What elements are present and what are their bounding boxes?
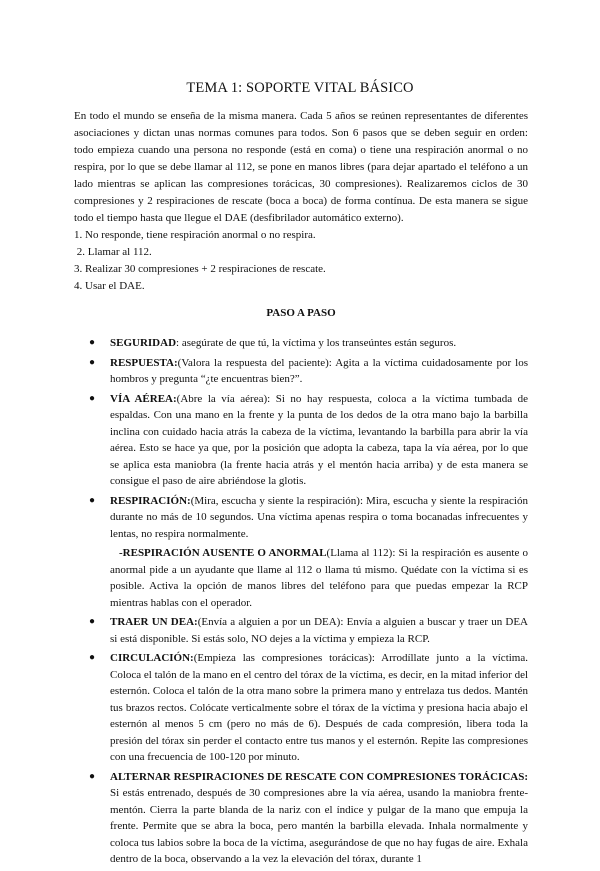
bullet-icon: ●	[89, 616, 96, 627]
list-item-respiracion	[74, 493, 528, 543]
item-label: RESPIRACIÓN:	[110, 494, 191, 507]
document-title: TEMA 1: SOPORTE VITAL BÁSICO	[186, 80, 414, 96]
item-text: (Envía a alguien a por un DEA): Envía a alguien a buscar y traer un DEA si está disponible. Si estás solo, NO dejes a la víctima y empieza la RCP.	[110, 616, 529, 645]
list-item-via-aerea	[74, 391, 528, 490]
sub-item-respiracion-ausente	[110, 545, 528, 611]
item-label: RESPUESTA:	[110, 356, 178, 369]
item-label: SEGURIDAD	[110, 337, 177, 349]
bullet-icon: ●	[89, 356, 96, 368]
item-text: : asegúrate de que tú, la víctima y los transeúntes están seguros.	[176, 337, 457, 349]
list-item-respuesta	[74, 355, 528, 388]
step-item: 3. Realizar 30 compresiones + 2 respiraciones de rescate.	[74, 263, 326, 275]
bullet-icon: ●	[89, 494, 96, 506]
step-by-step-list-continued	[74, 614, 528, 868]
item-label: CIRCULACIÓN:	[110, 652, 194, 664]
step-item: 1. No responde, tiene respiración anormal o no respira.	[74, 229, 316, 241]
item-text: (Empieza las compresiones torácicas): Arrodíllate junto a la víctima. Coloca el talón de la mano en el centro del tórax de la víctima, es decir, en la mitad inferior del esternón. Coloca el talón de la otra mano sobre la primera mano y entrelaza tus dedos. Mantén tus brazos rectos. Colócate verticalmente sobre el tórax de la víctima y presiona hacia abajo el esternón al menos 5 cm (pero no más de 6). Después de cada compresión, libera toda la presión del tórax sin perder el contacto entre tus manos y el esternón. Repite las compresiones con una frecuencia de 100-120 por minuto.	[110, 652, 529, 763]
sub-item-text: (Llama al 112): Si la respiración es ausente o anormal pide a un ayudante que llame al 112 o llama tú mismo. Quédate con la víctima si es posible. Activa la opción de manos libres del teléfono para que puedas empezar la RCP mientras hablas con el operador.	[110, 547, 528, 609]
item-label: TRAER UN DEA:	[110, 616, 198, 628]
intro-paragraph: En todo el mundo se enseña de la misma manera. Cada 5 años se reúnen representantes de diferentes asociaciones y dictan unas normas comunes para todos. Son 6 pasos que se deben seguir en orden: todo empieza cuando una persona no responde (está en coma) o tiene una respiración anormal o no respira, por lo que se debe llamar al 112, se pone en manos libres (para dejar apartado el teléfono a un lado mientras se aplican las compresiones torácicas, 30 compresiones). Realizaremos ciclos de 30 compresiones y 2 respiraciones de rescate (boca a boca) de forma contínua. De esta manera se sigue todo el tiempo hasta que llegue el DAE (desfibrilador automático externo).	[74, 110, 528, 224]
sub-item-label: -RESPIRACIÓN AUSENTE O ANORMAL	[119, 547, 327, 559]
bullet-icon: ●	[89, 652, 96, 663]
item-text: (Abre la vía aérea): Si no hay respuesta, coloca a la víctima tumbada de espaldas. Con una mano en la frente y la punta de los dedos de la otra mano bajo la barbilla inclina con cuidado hacia atrás la cabeza de la víctima, levantando la barbilla para abrir la vía aérea. Esto se hace ya que, por la posición que adopta la cabeza, tapa la vía aérea, por lo que se aplica esta maniobra (la frente hacia atrás y el mentón hacia arriba) y de esta manera se consigue el paso de aire abriéndose la glotis.	[110, 392, 528, 487]
item-label: VÍA AÉREA:	[110, 392, 177, 405]
step-item: 4. Usar el DAE.	[74, 280, 145, 292]
item-text: (Valora la respuesta del paciente): Agita a la víctima cuidadosamente por los hombros y pregunta “¿te encuentras bien?”.	[110, 356, 528, 385]
step-by-step-list	[74, 335, 528, 542]
list-item-traer-dea	[74, 614, 528, 647]
bullet-icon: ●	[89, 392, 96, 404]
step-item: 2. Llamar al 112.	[74, 246, 152, 258]
bullet-icon: ●	[89, 337, 96, 348]
list-item-seguridad	[74, 335, 528, 352]
document-body	[74, 108, 528, 871]
bullet-icon: ●	[89, 770, 96, 782]
item-text: Si estás entrenado, después de 30 compresiones abre la vía aérea, usando la maniobra frente-mentón. Cierra la parte blanda de la nariz con el índice y pulgar de la mano que empuja la frente. Permite que se abra la boca, pero mantén la barbilla elevada. Inhala normalmente y coloca tus labios sobre la boca de la víctima, asegurándose de que no hay fugas de aire. Exhala dentro de la boca, observando a la vez la elevación del tórax, durante 1	[110, 787, 528, 865]
list-item-alternar-respiraciones	[74, 769, 528, 868]
list-item-circulacion	[74, 650, 528, 766]
steps-list	[74, 227, 528, 295]
section-subtitle: PASO A PASO	[266, 307, 336, 319]
item-label: ALTERNAR RESPIRACIONES DE RESCATE CON COMPRESIONES TORÁCICAS:	[110, 770, 528, 783]
item-text: (Mira, escucha y siente la respiración): Mira, escucha y siente la respiración durante no más de 10 segundos. Una víctima apenas respira o toma bocanadas infrecuentes y lentas, no respira normalmente.	[110, 494, 528, 540]
